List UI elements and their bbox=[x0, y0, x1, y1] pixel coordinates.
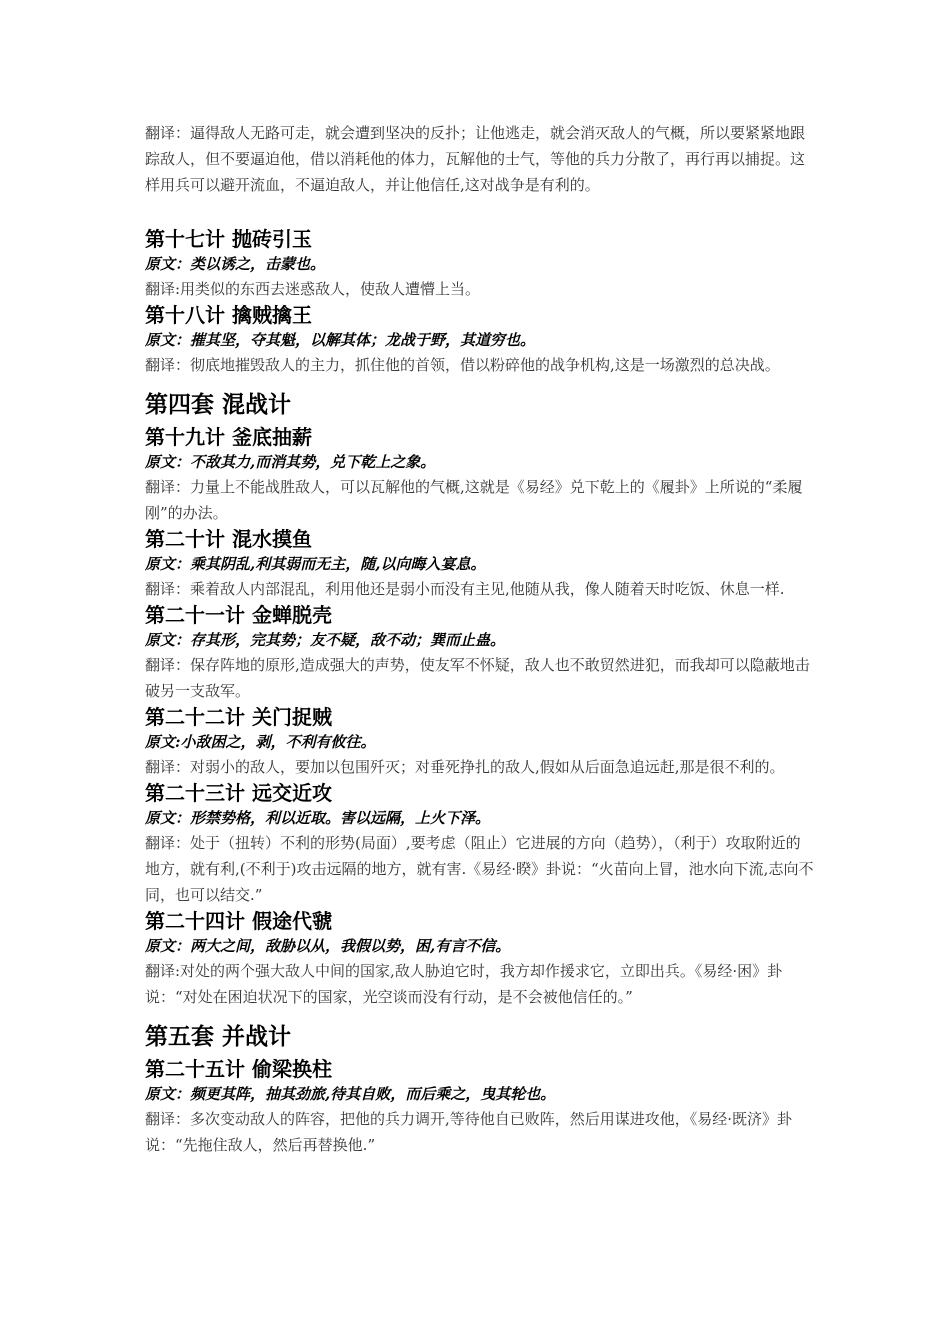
set-title: 第五套 并战计 bbox=[145, 1024, 292, 1050]
translation-paragraph: 翻译：多次变动敌人的阵容，把他的兵力调开,等待他自已败阵，然后用谋进攻他，《易经·既济》卦说：“先拖住敌人，然后再替换他.” bbox=[145, 1110, 793, 1154]
translation-paragraph: 翻译:用类似的东西去迷惑敌人，使敌人遭懵上当。 bbox=[145, 280, 481, 298]
original-text: 原文:小敌困之，剥，不利有攸往。 bbox=[145, 733, 376, 751]
stratagem-19 bbox=[145, 424, 815, 526]
original-text: 原文：不敌其力,而消其势，兑下乾上之象。 bbox=[145, 453, 436, 471]
stratagem-title: 第二十一计 金蝉脱壳 bbox=[145, 603, 332, 627]
stratagem-18 bbox=[145, 302, 815, 378]
translation-paragraph: 翻译：对弱小的敌人，要加以包围歼灭；对垂死挣扎的敌人,假如从后面急追远赶,那是很不利的。 bbox=[145, 758, 785, 776]
translation-paragraph: 翻译：保存阵地的原形,造成强大的声势，使友军不怀疑，敌人也不敢贸然进犯，而我却可以隐蔽地击破另一支敌军。 bbox=[145, 656, 810, 700]
translation-paragraph: 翻译：逼得敌人无路可走，就会遭到坚决的反扑；让他逃走，就会消灭敌人的气概，所以要紧紧地跟踪敌人，但不要逼迫他，借以消耗他的体力，瓦解他的士气，等他的兵力分散了，再行再以捕捉。这样用兵可以避开流血，不逼迫敌人，并让他信任,这对战争是有利的。 bbox=[145, 124, 806, 194]
translation-paragraph: 翻译：彻底地摧毁敌人的主力，抓住他的首领，借以粉碎他的战争机构,这是一场激烈的总决战。 bbox=[145, 356, 780, 374]
original-text: 原文：形禁势格，利以近取。害以远隔，上火下泽。 bbox=[145, 809, 491, 827]
translation-paragraph: 翻译：处于（扭转）不利的形势(局面）,要考虑（阻止）它进展的方向（趋势），（利于）攻取附近的地方，就有利,(不利于)攻击远隔的地方，就有害.《易经·睽》卦说：“火苗向上冒，池水向下流,志向不同，也可以结交.” bbox=[145, 834, 814, 904]
document-page bbox=[145, 120, 815, 1158]
original-text: 原文：类以诱之，击蒙也。 bbox=[145, 255, 326, 273]
original-text: 原文：摧其坚，夺其魁，以解其体；龙战于野，其道穷也。 bbox=[145, 331, 536, 349]
translation-paragraph: 翻译:对处的两个强大敌人中间的国家,敌人胁迫它时，我方却作援求它，立即出兵。《易经·困》卦说：“对处在困迫状况下的国家，光空谈而没有行动，是不会被他信任的。” bbox=[145, 962, 783, 1006]
stratagem-17 bbox=[145, 226, 815, 302]
stratagem-24 bbox=[145, 908, 815, 1010]
stratagem-20 bbox=[145, 526, 815, 602]
stratagem-title: 第二十五计 偷梁换柱 bbox=[145, 1057, 332, 1081]
original-text: 原文：两大之间，敌胁以从，我假以势，困,有言不信。 bbox=[145, 937, 511, 955]
set-title: 第四套 混战计 bbox=[145, 392, 292, 418]
original-text: 原文：存其形，完其势；友不疑，敌不动；巽而止蛊。 bbox=[145, 631, 506, 649]
original-text: 原文：乘其阴乱,利其弱而无主，随,以向晦入宴息。 bbox=[145, 555, 486, 573]
stratagem-25 bbox=[145, 1056, 815, 1158]
original-text: 原文：频更其阵，抽其劲旅,待其自败，而后乘之，曳其轮也。 bbox=[145, 1085, 556, 1103]
stratagem-title: 第二十四计 假途代虢 bbox=[145, 909, 332, 933]
stratagem-21 bbox=[145, 602, 815, 704]
translation-paragraph: 翻译：力量上不能战胜敌人，可以瓦解他的气概,这就是《易经》兑下乾上的《履卦》上所说的“柔履刚”的办法。 bbox=[145, 478, 803, 522]
translation-paragraph: 翻译：乘着敌人内部混乱，利用他还是弱小而没有主见,他随从我，像人随着天时吃饭、休息一样. bbox=[145, 580, 785, 598]
stratagem-title: 第十八计 擒贼擒王 bbox=[145, 303, 312, 327]
stratagem-22 bbox=[145, 704, 815, 780]
stratagem-title: 第二十二计 关门捉贼 bbox=[145, 705, 332, 729]
stratagem-title: 第二十三计 远交近攻 bbox=[145, 781, 332, 805]
stratagem-title: 第十七计 抛砖引玉 bbox=[145, 227, 312, 251]
stratagem-title: 第十九计 釜底抽薪 bbox=[145, 425, 312, 449]
stratagem-23 bbox=[145, 780, 815, 908]
stratagem-title: 第二十计 混水摸鱼 bbox=[145, 527, 312, 551]
